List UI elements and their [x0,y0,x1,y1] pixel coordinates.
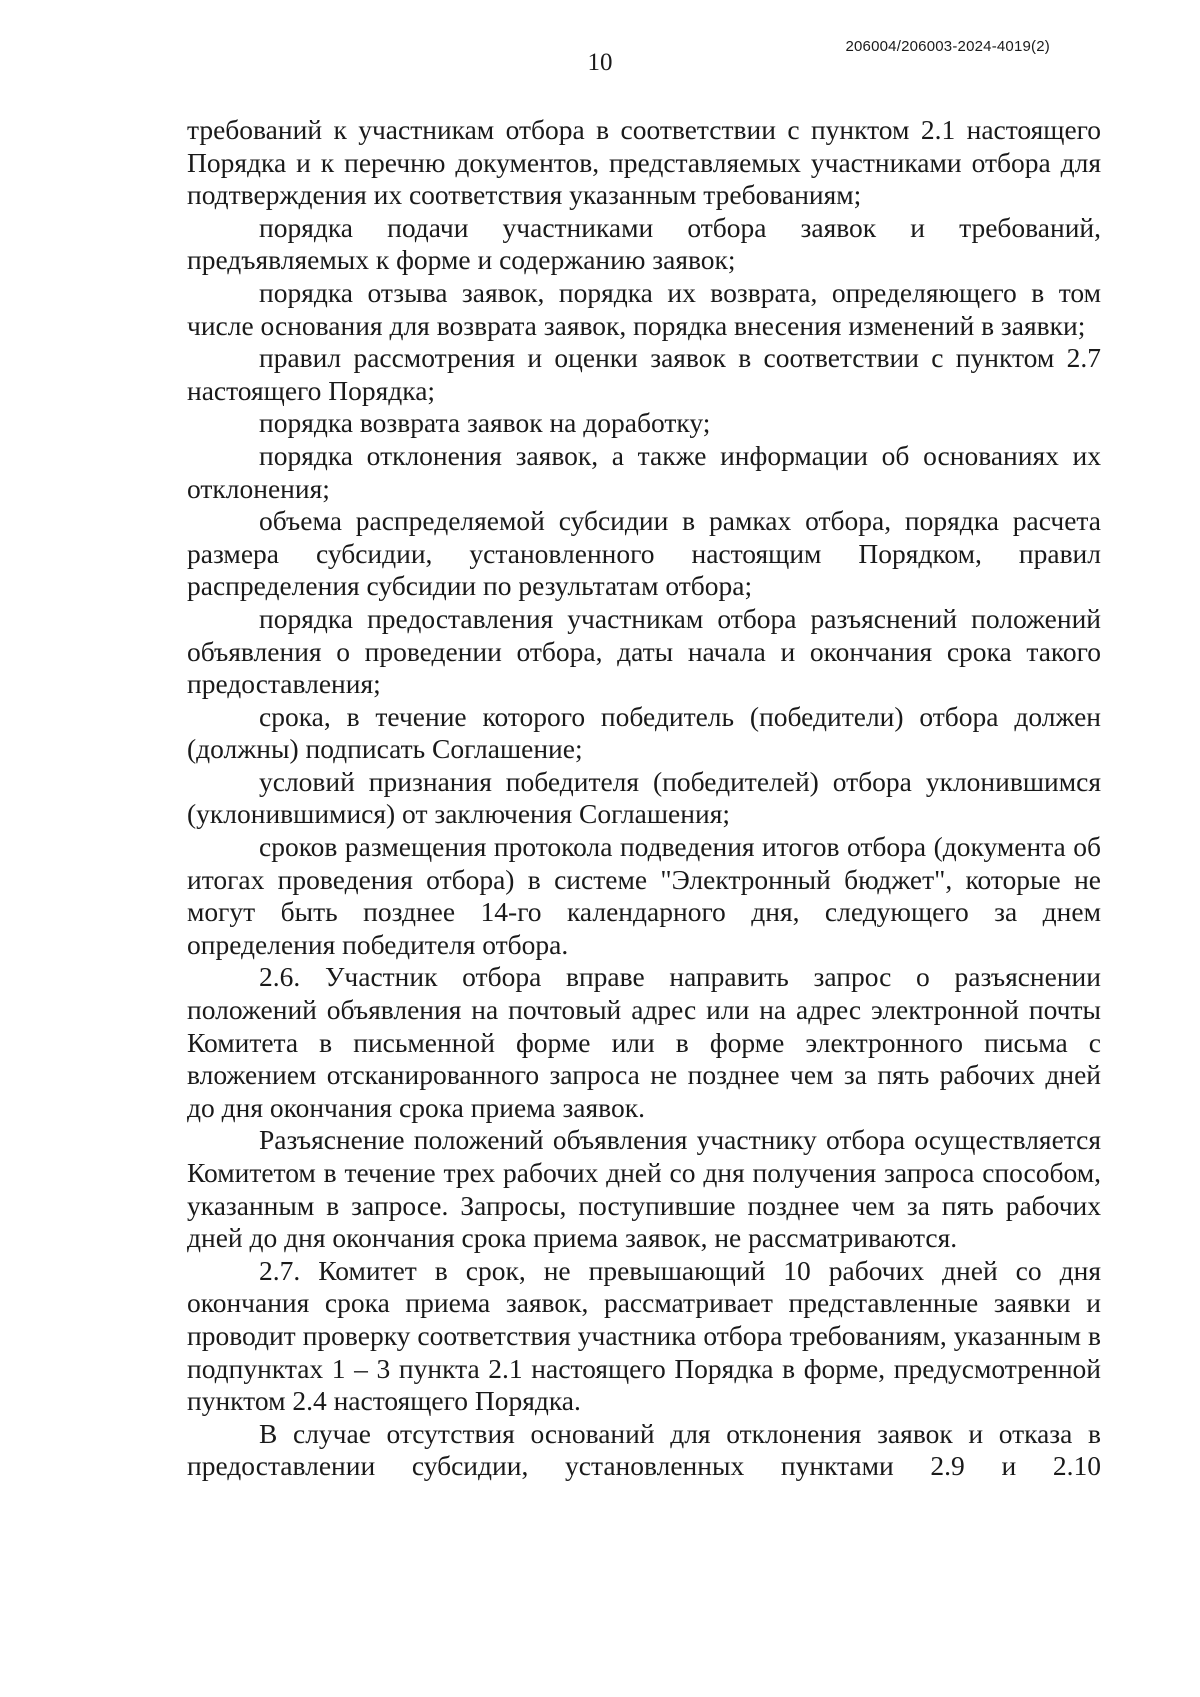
paragraph: порядка отзыва заявок, порядка их возврата, определяющего в том числе основания для возврата заявок, порядка внесения изменений в заявки; [187,276,1101,341]
paragraph: объема распределяемой субсидии в рамках отбора, порядка расчета размера субсидии, установленного настоящим Порядком, правил распределения субсидии по результатам отбора; [187,505,1101,602]
paragraph: порядка отклонения заявок, а также информации об основаниях их отклонения; [187,439,1101,504]
paragraph: условий признания победителя (победителей) отбора уклонившимся (уклонившимися) от заключения Соглашения; [187,765,1101,830]
paragraph: В случае отсутствия оснований для отклонения заявок и отказа в предоставлении субсидии, установленных пунктами 2.9 и 2.10 [187,1417,1101,1482]
paragraph: порядка подачи участниками отбора заявок и требований, предъявляемых к форме и содержанию заявок; [187,211,1101,276]
paragraph: срока, в течение которого победитель (победители) отбора должен (должны) подписать Соглашение; [187,700,1101,765]
paragraph: 2.7. Комитет в срок, не превышающий 10 рабочих дней со дня окончания срока приема заявок, рассматривает представленные заявки и проводит проверку соответствия участника отбора требованиям, указанным в подпунктах 1 – 3 пункта 2.1 настоящего Порядка в форме, предусмотренной пунктом 2.4 настоящего Порядка. [187,1254,1101,1417]
paragraph: порядка возврата заявок на доработку; [259,407,711,439]
page-number: 10 [587,49,613,76]
paragraph: сроков размещения протокола подведения итогов отбора (документа об итогах проведения отбора) в системе "Электронный бюджет", которые не могут быть позднее 14-го календарного дня, следующего за днем определения победителя отбора. [187,831,1101,960]
document-body [187,114,1101,1483]
paragraph: правил рассмотрения и оценки заявок в соответствии с пунктом 2.7 настоящего Порядка; [187,342,1101,406]
paragraph: Разъяснение положений объявления участнику отбора осуществляется Комитетом в течение трех рабочих дней со дня получения запроса способом, указанным в запросе. Запросы, поступившие позднее чем за пять рабочих дней до дня окончания срока приема заявок, не рассматриваются. [187,1124,1101,1254]
paragraph: требований к участникам отбора в соответствии с пунктом 2.1 настоящего Порядка и к перечню документов, представляемых участниками отбора для подтверждения их соответствия указанным требованиям; [187,114,1101,211]
document-id: 206004/206003-2024-4019(2) [845,38,1050,55]
paragraph: порядка предоставления участникам отбора разъяснений положений объявления о проведении отбора, даты начала и окончания срока такого предоставления; [187,602,1101,700]
paragraph: 2.6. Участник отбора вправе направить запрос о разъяснении положений объявления на почтовый адрес или на адрес электронной почты Комитета в письменной форме или в форме электронного письма с вложением отсканированного запроса не позднее чем за пять рабочих дней до дня окончания срока приема заявок. [187,961,1101,1123]
